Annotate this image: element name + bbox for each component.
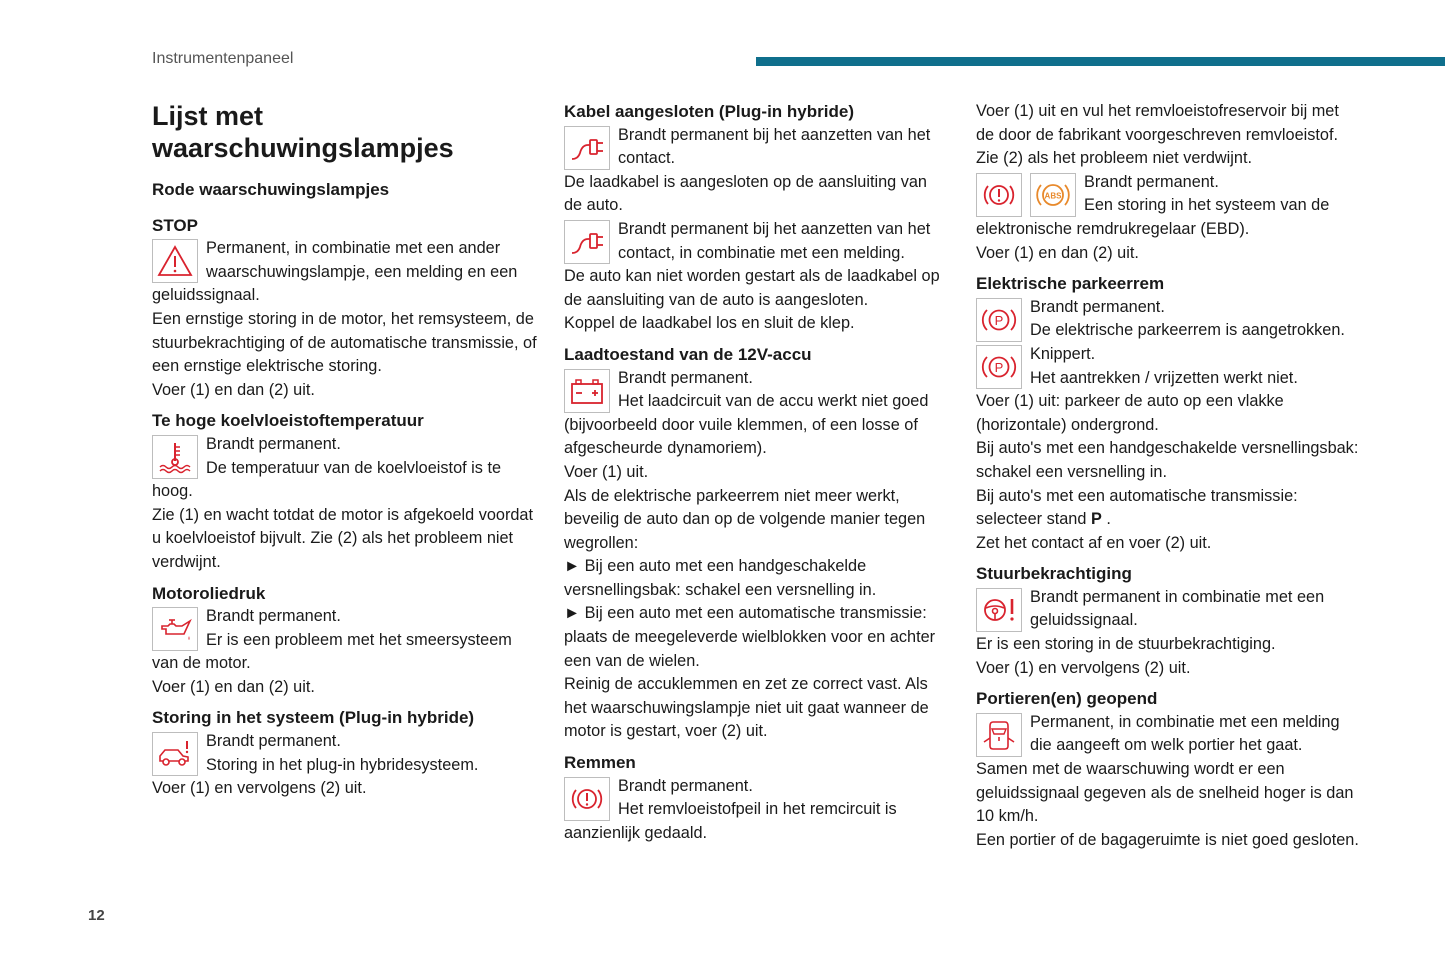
oil-heading: Motoroliedruk [152, 583, 266, 603]
battery-bullet-2: ► Bij een auto met een automatische transmissie: plaats de meegeleverde wielblokken voor en achter een van de wielen. [564, 602, 949, 673]
ebd-line2: Een storing in het systeem van de elektronische remdrukregelaar (EBD). [976, 196, 1330, 238]
brakes-heading: Remmen [564, 753, 636, 773]
doors-detail2: Een portier of de bagageruimte is niet goed gesloten. [976, 830, 1359, 849]
column-1 [152, 100, 542, 801]
battery-action: Voer (1) uit. [564, 462, 649, 481]
brake-warning-icon [976, 173, 1022, 217]
abs-warning-icon [1030, 173, 1076, 217]
parking-line3: Knippert. [1030, 344, 1096, 363]
brake-warning-icon [564, 777, 610, 821]
steering-wheel-warning-icon [976, 588, 1022, 632]
parking-auto-suffix: . [1106, 510, 1111, 529]
brakes-line1: Brandt permanent. [618, 776, 753, 795]
section-accent-bar [756, 57, 1445, 66]
battery-bullet-1: ► Bij een auto met een handgeschakelde versnellingsbak: schakel een versnelling in. [564, 555, 949, 602]
doors-heading: Portieren(en) geopend [976, 689, 1158, 709]
parking-line4: Het aantrekken / vrijzetten werkt niet. [1030, 368, 1298, 387]
brakes-cont-text1: Voer (1) uit en vul het remvloeistofreservoir bij met de door de fabrikant voorgeschreven remvloeistof. [976, 102, 1339, 144]
cable-action: Koppel de laadkabel los en sluit de klep. [564, 314, 855, 333]
cable-detail2: De auto kan niet worden gestart als de laadkabel op de aansluiting van de auto is aangesloten. [564, 267, 940, 309]
stop-detail: Een ernstige storing in de motor, het remsysteem, de stuurbekrachtiging of de automatische transmissie, of een ernstige elektrische storing. [152, 309, 537, 376]
cable-text1: Brandt permanent bij het aanzetten van het contact. [618, 125, 931, 168]
hybrid-car-warning-icon [152, 732, 198, 776]
parking-auto-p: P [1090, 510, 1102, 529]
page-title: Lijst met waarschuwingslampjes [152, 101, 454, 163]
parking-p-label: P [994, 312, 1004, 328]
parking-auto-prefix: Bij auto's met een automatische transmissie: selecteer stand [976, 486, 1298, 529]
coolant-detail: Zie (1) en wacht totdat de motor is afgekoeld voordat u koelvloeistof bijvult. Zie (2) als het probleem niet verdwijnt. [152, 505, 534, 571]
stop-text: Permanent, in combinatie met een ander waarschuwingslampje, een melding en een geluidssignaal. [152, 239, 518, 305]
doors-detail1: Samen met de waarschuwing wordt er een geluidssignaal gegeven als de snelheid hoger is dan 10 km/h. [976, 760, 1354, 826]
hybrid-line2: Storing in het plug-in hybridesysteem. [206, 755, 479, 774]
parking-action1: Voer (1) uit: parkeer de auto op een vlakke (horizontale) ondergrond. [976, 392, 1284, 434]
steering-detail: Er is een storing in de stuurbekrachtiging. [976, 635, 1276, 654]
parking-line2: De elektrische parkeerrem is aangetrokken. [1030, 321, 1345, 340]
coolant-temperature-icon [152, 435, 198, 479]
parking-manual: Bij auto's met een handgeschakelde versnellingsbak: schakel een versnelling in. [976, 439, 1359, 481]
oil-can-icon [152, 607, 198, 651]
page-number: 12 [88, 907, 105, 924]
battery-clean: Reinig de accuklemmen en zet ze correct vast. Als het waarschuwingslampje niet uit gaat wanneer de motor is gestart, voer (2) uit. [564, 675, 929, 741]
battery-line1: Brandt permanent. [618, 368, 753, 387]
oil-line2: Er is een probleem met het smeersysteem van de motor. [152, 630, 512, 673]
parking-action2: Zet het contact af en voer (2) uit. [976, 533, 1212, 552]
brakes-cont-text2: Zie (2) als het probleem niet verdwijnt. [976, 149, 1252, 168]
battery-heading: Laadtoestand van de 12V-accu [564, 344, 812, 364]
hybrid-line1: Brandt permanent. [206, 732, 341, 751]
ebd-line1: Brandt permanent. [1084, 172, 1219, 191]
coolant-line2: De temperatuur van de koelvloeistof is te hoog. [152, 458, 502, 501]
ebd-action: Voer (1) en dan (2) uit. [976, 243, 1139, 262]
stop-heading: STOP [152, 215, 198, 235]
column-3 [976, 100, 1361, 852]
door-open-icon [976, 713, 1022, 757]
steering-line1: Brandt permanent in combinatie met een geluidssignaal. [1030, 587, 1325, 630]
charging-plug-icon [564, 220, 610, 264]
cable-text2: Brandt permanent bij het aanzetten van het contact, in combinatie met een melding. [618, 219, 931, 262]
abs-label: ABS [1044, 191, 1062, 201]
cable-heading: Kabel aangesloten (Plug-in hybride) [564, 102, 854, 121]
hybrid-heading: Storing in het systeem (Plug-in hybride) [152, 708, 475, 728]
coolant-heading: Te hoge koelvloeistoftemperatuur [152, 411, 424, 431]
column-2 [564, 100, 949, 845]
doors-line1: Permanent, in combinatie met een melding die aangeeft om welk portier het gaat. [1030, 712, 1340, 755]
section-title: Instrumentenpaneel [152, 50, 294, 67]
brakes-line2: Het remvloeistofpeil in het remcircuit is aanzienlijk gedaald. [564, 800, 897, 842]
battery-icon [564, 369, 610, 413]
warning-triangle-icon [152, 239, 198, 283]
parking-auto [976, 485, 1361, 532]
parking-heading: Elektrische parkeerrem [976, 274, 1165, 294]
parking-line1: Brandt permanent. [1030, 297, 1165, 316]
charging-plug-icon [564, 126, 610, 170]
steering-action: Voer (1) en vervolgens (2) uit. [976, 658, 1191, 677]
stop-action: Voer (1) en dan (2) uit. [152, 380, 315, 399]
cable-detail1: De laadkabel is aangesloten op de aansluiting van de auto. [564, 172, 927, 215]
hybrid-action: Voer (1) en vervolgens (2) uit. [152, 779, 367, 798]
steering-heading: Stuurbekrachtiging [976, 564, 1132, 584]
parking-p-label: P [994, 359, 1004, 375]
battery-detail: Als de elektrische parkeerrem niet meer werkt, beveilig de auto dan op de volgende manier tegen wegrollen: [564, 486, 926, 552]
coolant-line1: Brandt permanent. [206, 434, 341, 453]
battery-line2: Het laadcircuit van de accu werkt niet goed (bijvoorbeeld door vuile klemmen, of een losse of afgescheurde dynamoriem). [564, 392, 929, 458]
oil-line1: Brandt permanent. [206, 607, 341, 626]
parking-brake-icon [976, 298, 1022, 342]
oil-action: Voer (1) en dan (2) uit. [152, 677, 315, 696]
parking-brake-icon [976, 345, 1022, 389]
subtitle: Rode waarschuwingslampjes [152, 180, 390, 199]
